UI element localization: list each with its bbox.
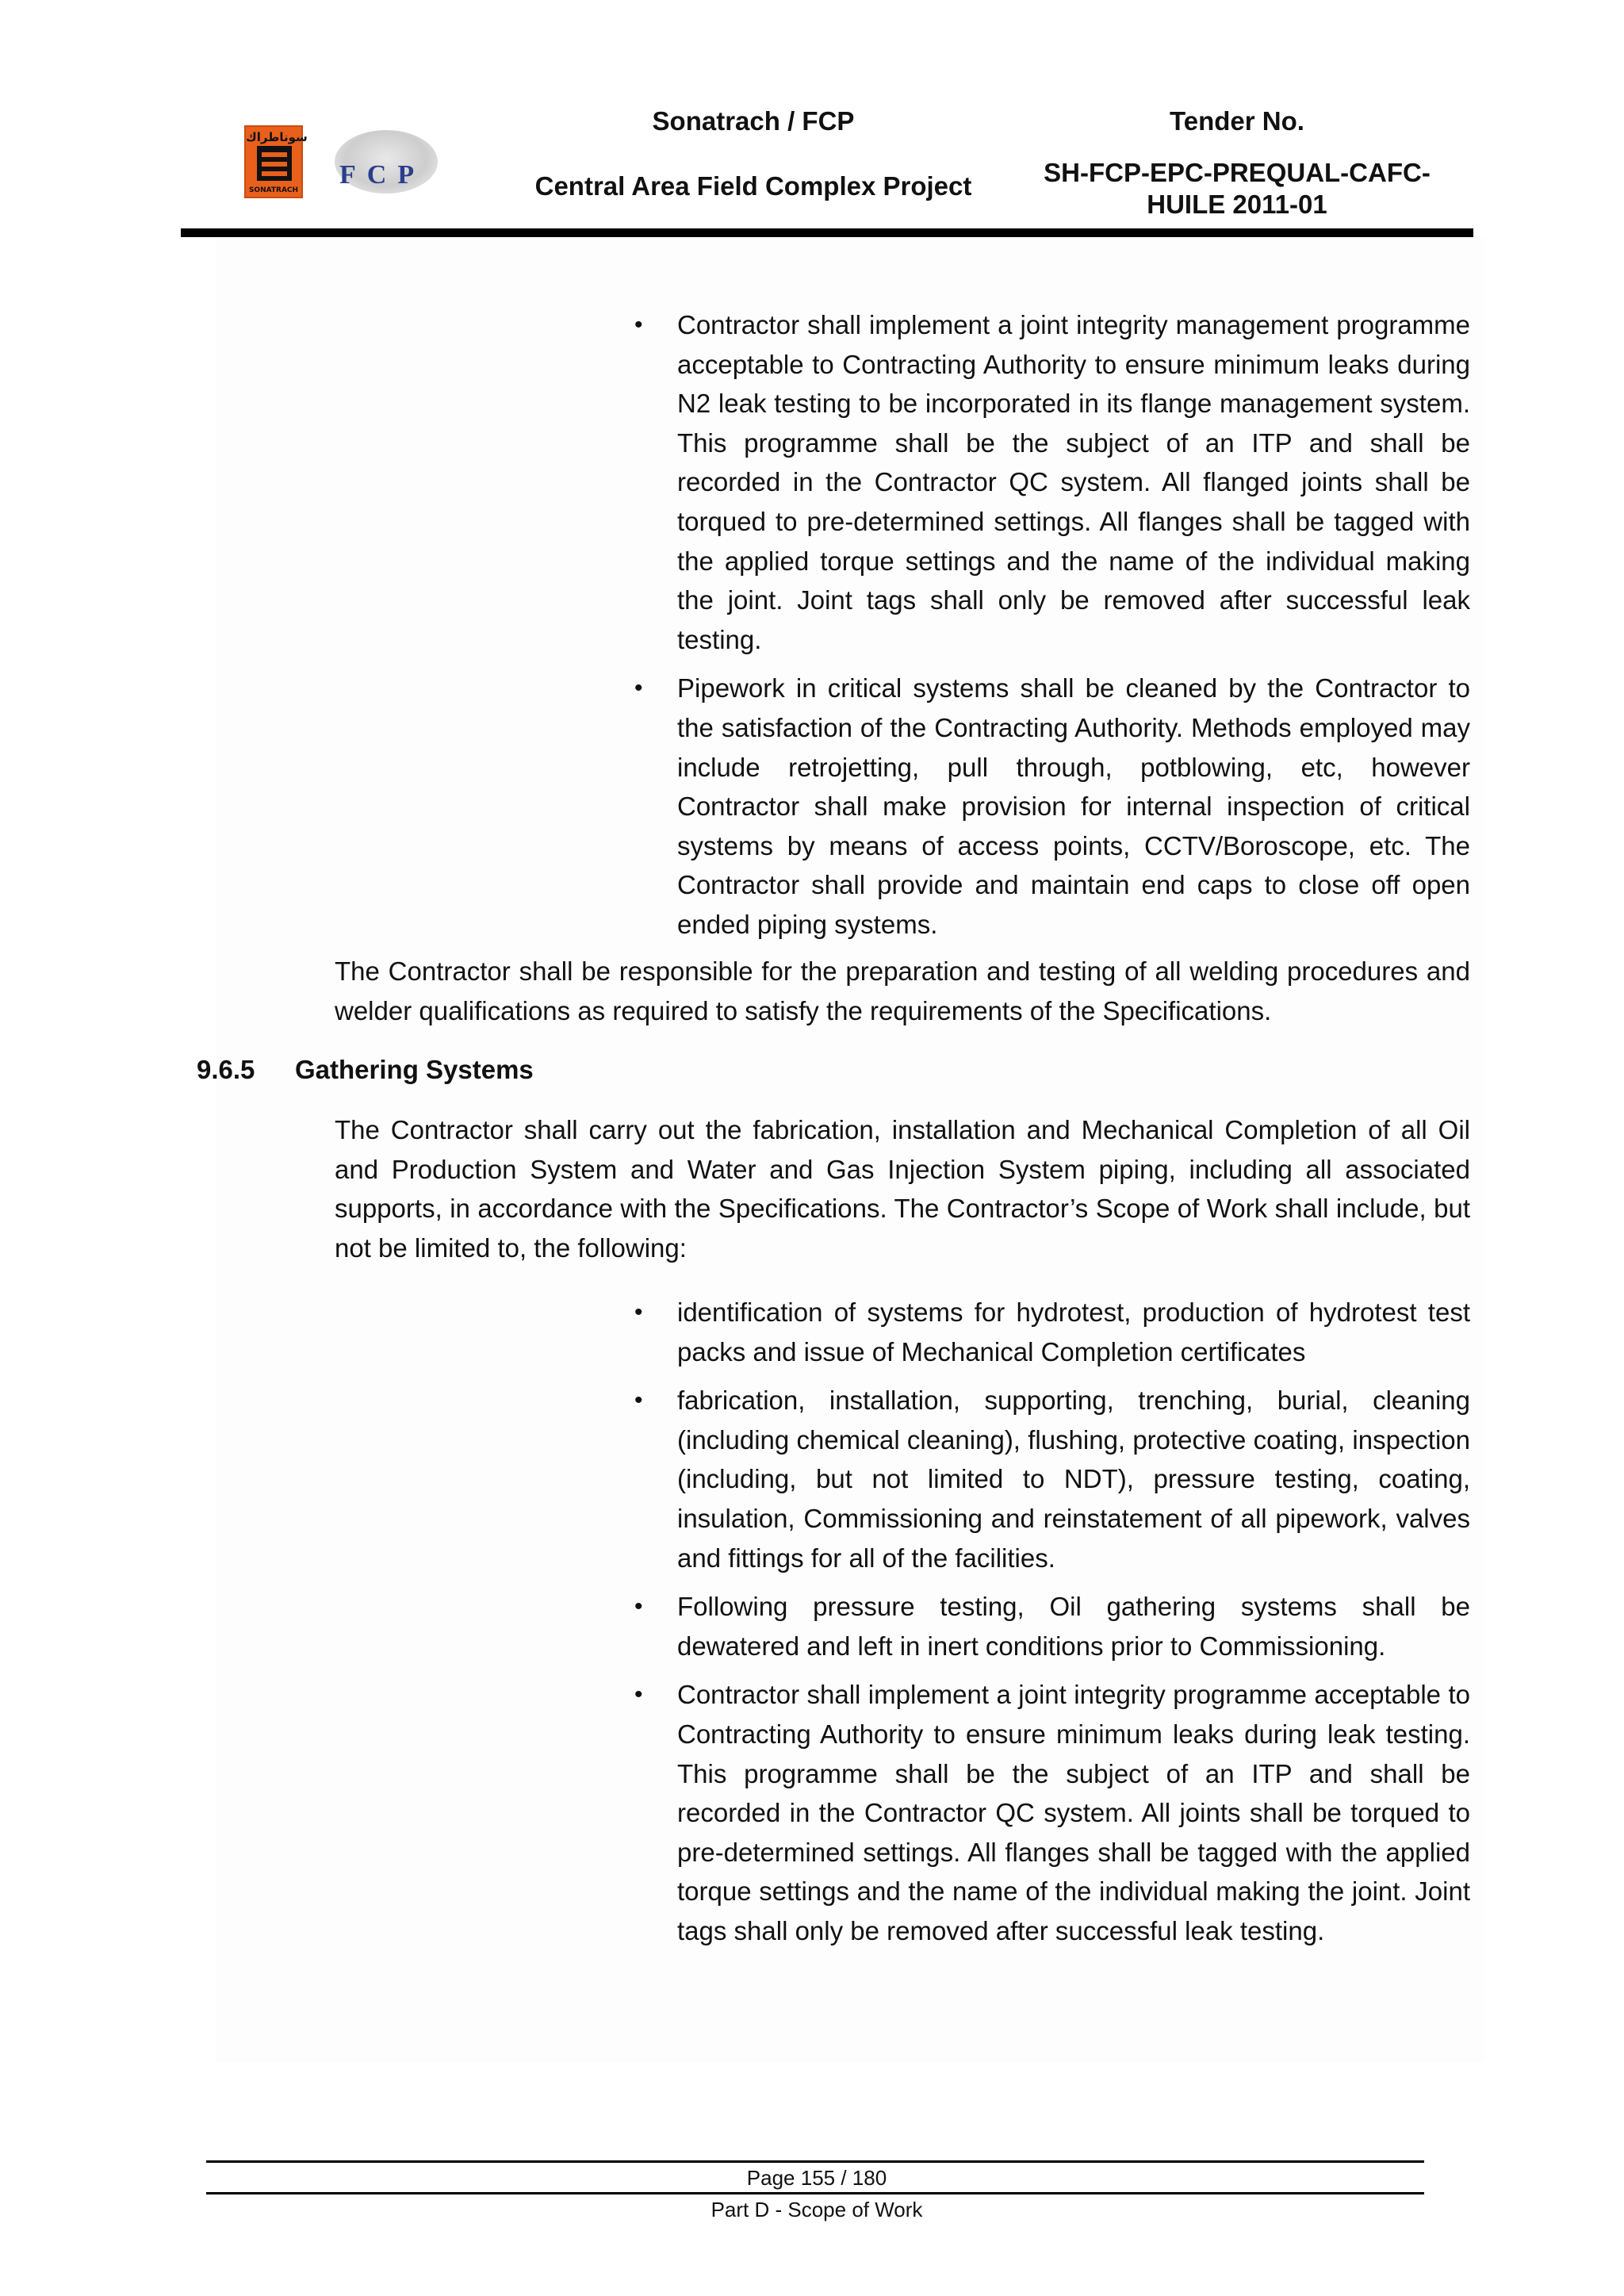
bullet-list-top (633, 305, 1470, 954)
section-number: 9.6.5 (197, 1055, 255, 1084)
bullet-icon: • (634, 675, 643, 702)
list-item-text: Following pressure testing, Oil gathering systems shall be dewatered and left in inert conditions prior to Commissioning. (677, 1592, 1470, 1661)
list-item-text: Contractor shall implement a joint integrity management programme acceptable to Contracting Authority to ensure minimum leaks during N2 leak testing to be incorporated in its flange management system. This programme shall be the subject of an ITP and shall be recorded in the Contractor QC system. All flanged joints shall be torqued to pre-determined settings. All flanges shall be tagged with the applied torque settings and the name of the individual making the joint. Joint tags shall only be removed after successful leak testing. (677, 310, 1470, 654)
sonatrach-logo-arabic-text: سوناطراك (246, 130, 308, 144)
sonatrach-logo-latin-text: SONATRACH (248, 186, 299, 194)
bullet-icon: • (634, 312, 643, 338)
gathering-paragraph: The Contractor shall carry out the fabrication, installation and Mechanical Completion of all Oil and Production System and Water and Gas Injection System piping, including all associated supports, in accordance with the Specifications. The Contractor’s Scope of Work shall include, but not be limited to, the following: (335, 1115, 1470, 1263)
fcp-logo-letters: FCP (339, 160, 426, 190)
list-item (633, 1381, 1470, 1577)
sonatrach-emblem-icon (257, 146, 292, 181)
list-item (633, 1293, 1470, 1371)
list-item-text: Contractor shall implement a joint integrity programme acceptable to Contracting Authority to ensure minimum leaks during leak testing. This programme shall be the subject of an ITP and shall be recorded in the Contractor QC system. All joints shall be torqued to pre-determined settings. All flanges shall be tagged with the applied torque settings and the name of the individual making the joint. Joint tags shall only be removed after successful leak testing. (677, 1680, 1470, 1945)
document-header (0, 0, 1624, 238)
header-tender-label: Tender No. (1170, 106, 1304, 136)
list-item (633, 305, 1470, 659)
bullet-list-bottom (633, 1293, 1470, 1961)
footer-divider-top (206, 2160, 1424, 2163)
bullet-icon: • (634, 1299, 643, 1325)
list-item (633, 1587, 1470, 1665)
page-number: Page 155 / 180 (746, 2166, 887, 2190)
header-divider (181, 228, 1473, 237)
list-item-text: fabrication, installation, supporting, trenching, burial, cleaning (including chemical cleaning), flushing, protective coating, inspection (including, but not limited to NDT), pressure testing, coating, insulation, Commissioning and reinstatement of all pipework, valves and fittings for all of the facilities. (677, 1386, 1470, 1573)
header-project: Central Area Field Complex Project (534, 171, 972, 201)
list-item (633, 1675, 1470, 1950)
header-tender-number: SH-FCP-EPC-PREQUAL-CAFC-HUILE 2011-01 (1044, 158, 1431, 219)
footer-divider-middle (206, 2192, 1424, 2194)
welding-paragraph: The Contractor shall be responsible for the preparation and testing of all welding procedures and welder qualifications as required to satisfy the requirements of the Specifications. (335, 956, 1470, 1025)
list-item-text: Pipework in critical systems shall be cleaned by the Contractor to the satisfaction of the Contracting Authority. Methods employed may include retrojetting, pull through, potblowing, etc, however Contractor shall make provision for internal inspection of critical systems by means of access points, CCTV/Boroscope, etc. The Contractor shall provide and maintain end caps to close off open ended piping systems. (677, 673, 1470, 939)
fcp-logo (327, 127, 446, 198)
document-part: Part D - Scope of Work (710, 2198, 923, 2221)
header-company: Sonatrach / FCP (652, 106, 855, 136)
bullet-icon: • (634, 1593, 643, 1620)
list-item (633, 669, 1470, 944)
bullet-icon: • (634, 1681, 643, 1708)
bullet-icon: • (634, 1387, 643, 1414)
sonatrach-logo (244, 125, 308, 198)
section-title: Gathering Systems (295, 1055, 534, 1084)
list-item-text: identification of systems for hydrotest, production of hydrotest test packs and issue of Mechanical Completion certificates (677, 1297, 1470, 1366)
